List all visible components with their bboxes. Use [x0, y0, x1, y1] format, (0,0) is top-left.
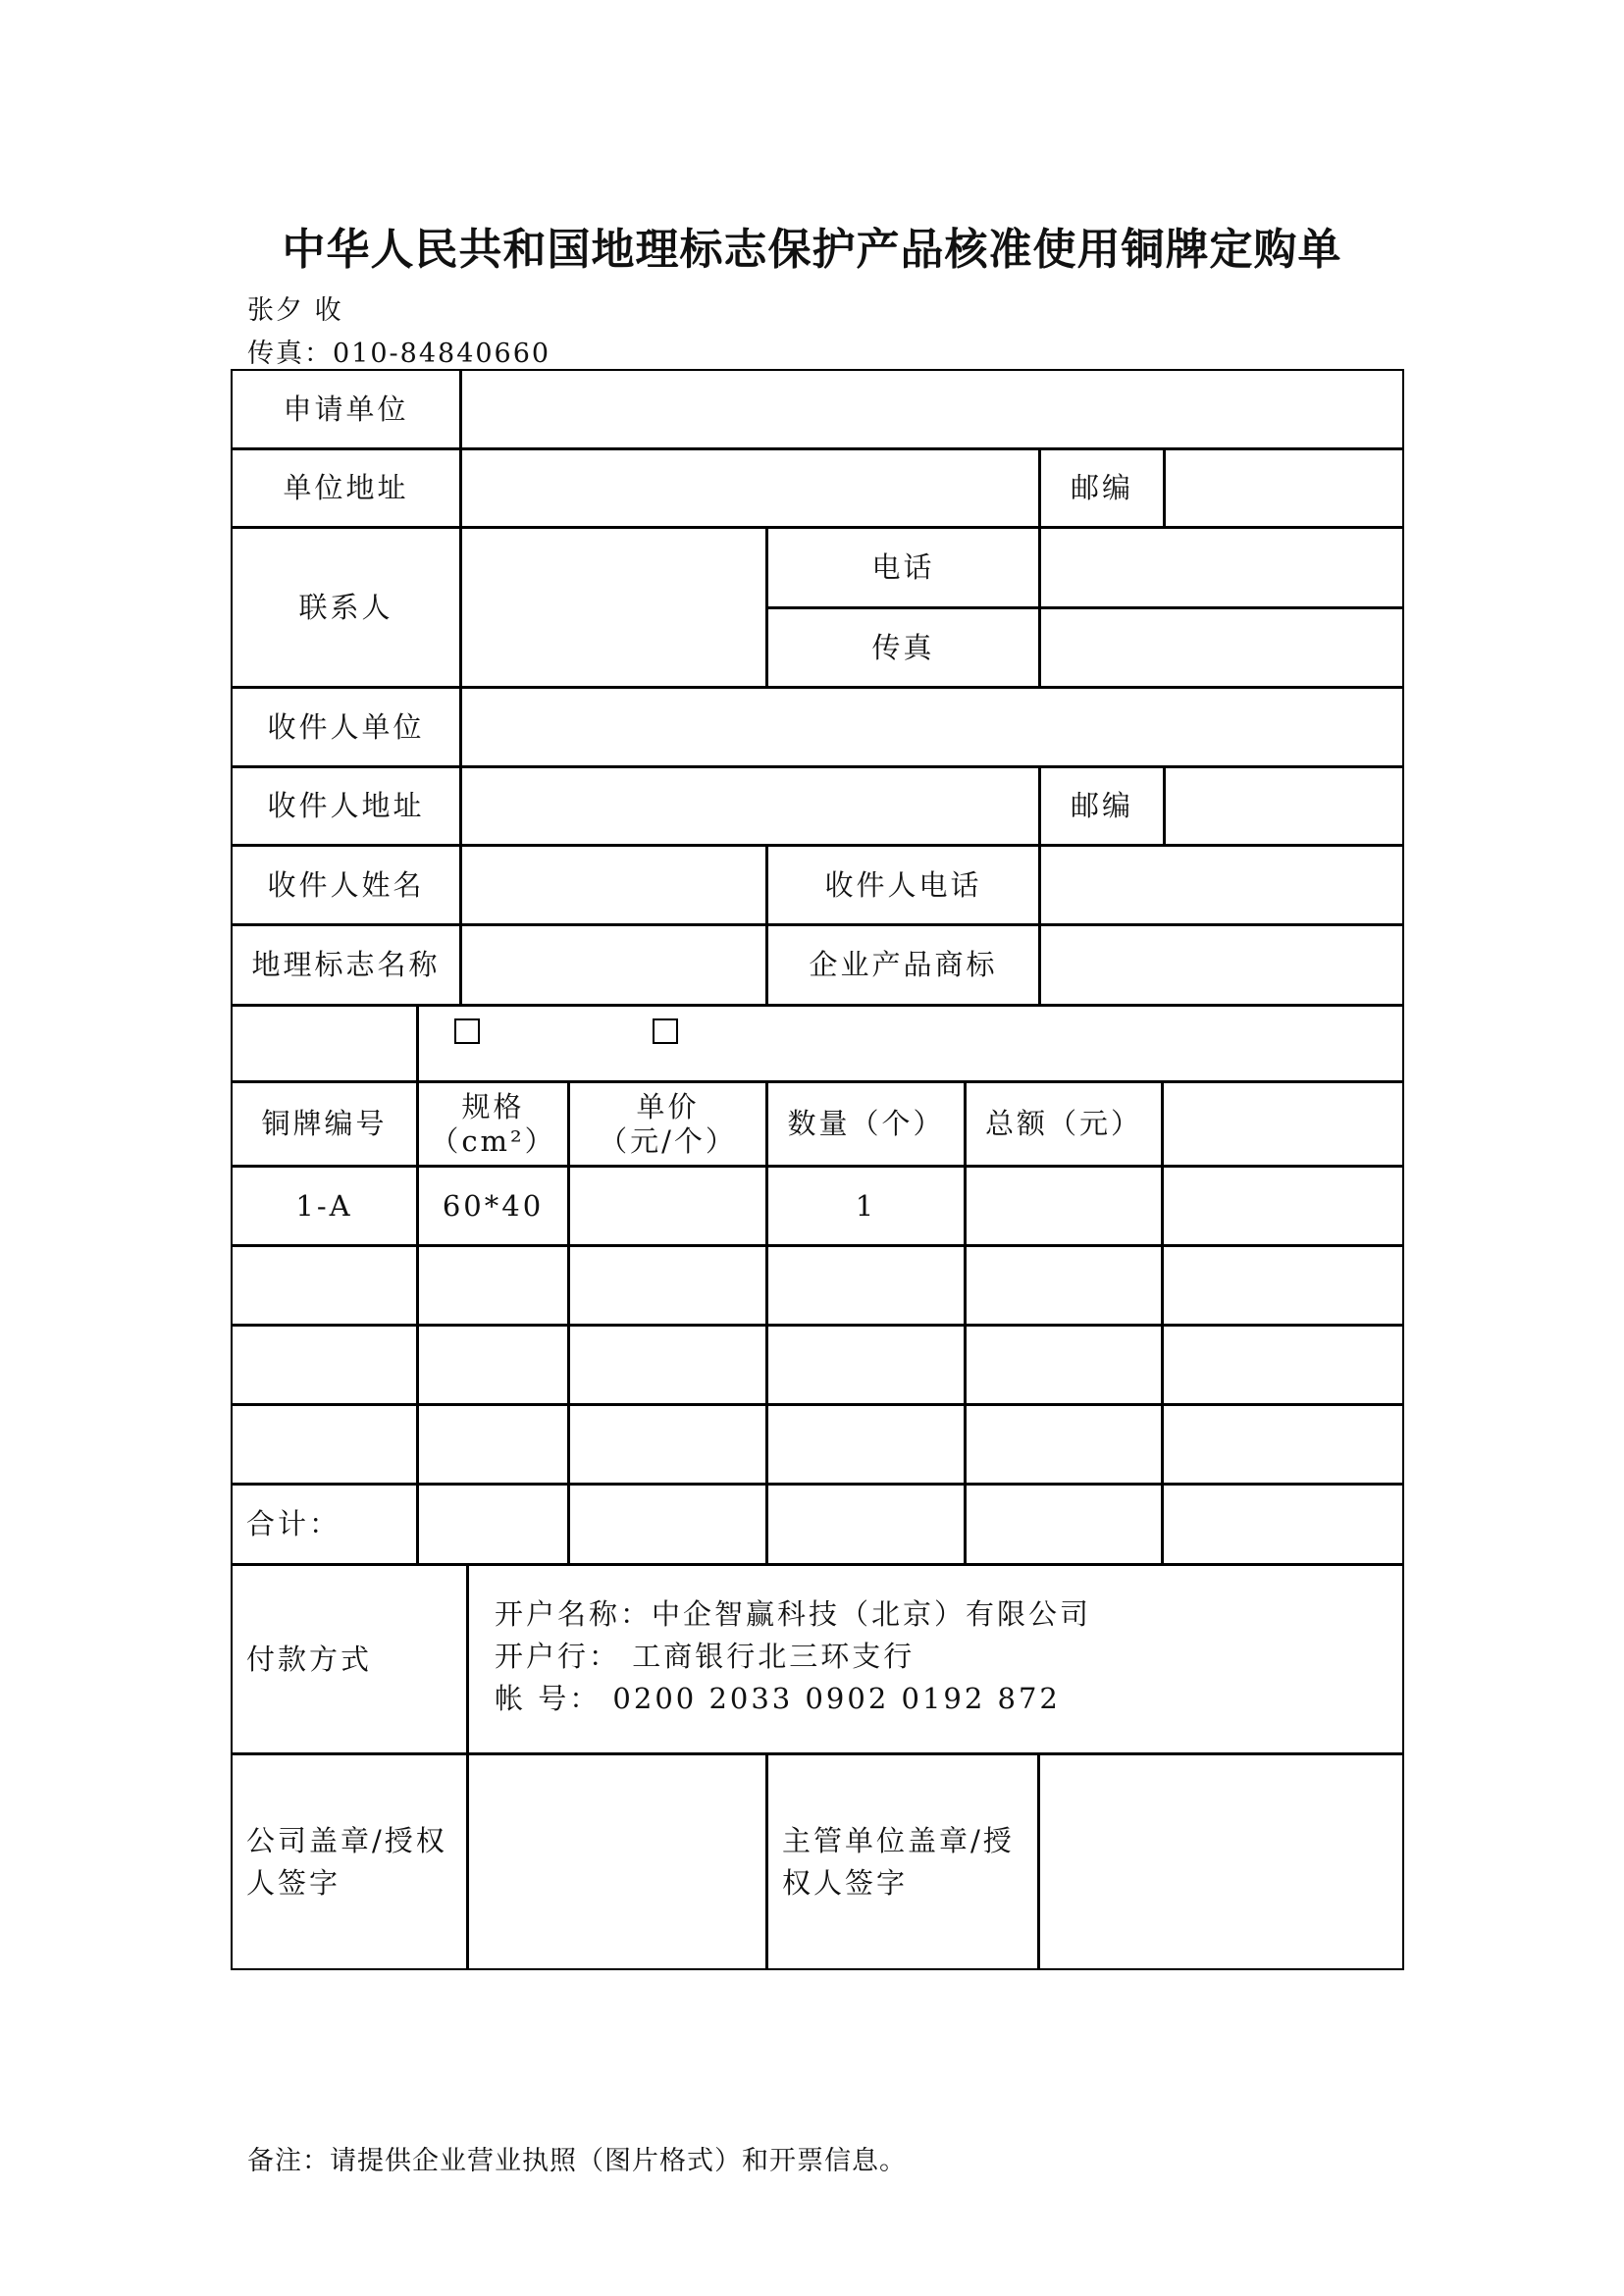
company-signature-field[interactable] — [467, 1753, 767, 1970]
payment-details — [467, 1564, 1404, 1754]
receiver-address-field[interactable] — [460, 766, 1040, 846]
option-label-cell — [231, 1005, 418, 1082]
authority-signature-field[interactable] — [1038, 1753, 1404, 1970]
sum-cell[interactable] — [1162, 1484, 1404, 1565]
receiver-name-label: 收件人姓名 — [231, 845, 461, 925]
unit-address-label: 单位地址 — [231, 448, 461, 528]
gi-name-field[interactable] — [460, 924, 767, 1006]
table-row-cell[interactable] — [417, 1404, 569, 1485]
checkbox-option-1[interactable] — [454, 1018, 480, 1044]
table-row-cell[interactable] — [766, 1245, 966, 1326]
receiver-name-field[interactable] — [460, 845, 767, 925]
header-extra — [1162, 1081, 1404, 1167]
payment-account-name: 开户名称：中企智赢科技（北京）有限公司 — [495, 1597, 1092, 1631]
trademark-field[interactable] — [1039, 924, 1404, 1006]
company-signature-label: 公司盖章/授权人签字 — [231, 1753, 468, 1970]
option-cell — [417, 1005, 1404, 1082]
authority-signature-label: 主管单位盖章/授权人签字 — [766, 1753, 1039, 1970]
header-spec-unit: （cm²） — [430, 1123, 556, 1158]
postcode2-field[interactable] — [1164, 766, 1404, 846]
row-1-spec: 60*40 — [417, 1166, 569, 1246]
table-row-cell[interactable] — [417, 1325, 569, 1405]
row-1-unit-price[interactable] — [568, 1166, 767, 1246]
sum-cell[interactable] — [568, 1484, 767, 1565]
payment-bank: 开户行： 工商银行北三环支行 — [495, 1640, 916, 1673]
trademark-label: 企业产品商标 — [766, 924, 1040, 1006]
sum-cell[interactable] — [417, 1484, 569, 1565]
header-quantity: 数量（个） — [766, 1081, 966, 1167]
receiver-phone-label: 收件人电话 — [766, 845, 1040, 925]
fax-label: 传真 — [766, 607, 1040, 688]
table-row-cell[interactable] — [568, 1404, 767, 1485]
row-1-extra[interactable] — [1162, 1166, 1404, 1246]
table-row-cell[interactable] — [568, 1325, 767, 1405]
applicant-unit-field[interactable] — [460, 369, 1404, 449]
page-title: 中华人民共和国地理标志保护产品核准使用铜牌定购单 — [282, 225, 1342, 275]
order-form-table — [232, 370, 1405, 1971]
receiver-phone-field[interactable] — [1039, 845, 1404, 925]
row-1-quantity: 1 — [766, 1166, 966, 1246]
table-row-cell[interactable] — [231, 1245, 418, 1326]
postcode2-label: 邮编 — [1039, 766, 1165, 846]
header-unit-price-name: 单价 — [636, 1089, 700, 1123]
header-total: 总额（元） — [965, 1081, 1163, 1167]
sum-cell[interactable] — [965, 1484, 1163, 1565]
table-row-cell[interactable] — [1162, 1245, 1404, 1326]
header-unit-price-unit: （元/个） — [599, 1123, 737, 1158]
gi-name-label: 地理标志名称 — [231, 924, 461, 1006]
table-row-cell[interactable] — [965, 1245, 1163, 1326]
table-row-cell[interactable] — [1162, 1325, 1404, 1405]
fax-line: 传真：010-84840660 — [247, 339, 551, 369]
table-row-cell[interactable] — [231, 1404, 418, 1485]
receiver-unit-label: 收件人单位 — [231, 687, 461, 767]
header-spec — [417, 1081, 569, 1167]
contact-field[interactable] — [460, 527, 767, 688]
table-row-cell[interactable] — [965, 1325, 1163, 1405]
contact-label: 联系人 — [231, 527, 461, 688]
postcode-field[interactable] — [1164, 448, 1404, 528]
row-1-plate-no: 1-A — [231, 1166, 418, 1246]
phone-field[interactable] — [1039, 527, 1404, 608]
row-1-total[interactable] — [965, 1166, 1163, 1246]
fax-field[interactable] — [1039, 607, 1404, 688]
header-unit-price — [568, 1081, 767, 1167]
table-row-cell[interactable] — [1162, 1404, 1404, 1485]
table-row-cell[interactable] — [568, 1245, 767, 1326]
table-row-cell[interactable] — [231, 1325, 418, 1405]
sum-cell[interactable] — [766, 1484, 966, 1565]
header-plate-no: 铜牌编号 — [231, 1081, 418, 1167]
payment-account-no: 帐 号： 0200 2033 0902 0192 872 — [495, 1682, 1061, 1715]
receiver-address-label: 收件人地址 — [231, 766, 461, 846]
sum-label: 合计： — [231, 1484, 418, 1565]
checkbox-option-2[interactable] — [653, 1018, 678, 1044]
postcode-label: 邮编 — [1039, 448, 1165, 528]
table-row-cell[interactable] — [965, 1404, 1163, 1485]
payment-label: 付款方式 — [231, 1564, 468, 1754]
table-row-cell[interactable] — [766, 1404, 966, 1485]
header-spec-name: 规格 — [461, 1089, 525, 1123]
receiver-unit-field[interactable] — [460, 687, 1404, 767]
recipient-line: 张夕 收 — [247, 295, 343, 326]
applicant-unit-label: 申请单位 — [231, 369, 461, 449]
phone-label: 电话 — [766, 527, 1040, 608]
unit-address-field[interactable] — [460, 448, 1040, 528]
footer-note: 备注：请提供企业营业执照（图片格式）和开票信息。 — [247, 2146, 907, 2176]
table-row-cell[interactable] — [417, 1245, 569, 1326]
table-row-cell[interactable] — [766, 1325, 966, 1405]
